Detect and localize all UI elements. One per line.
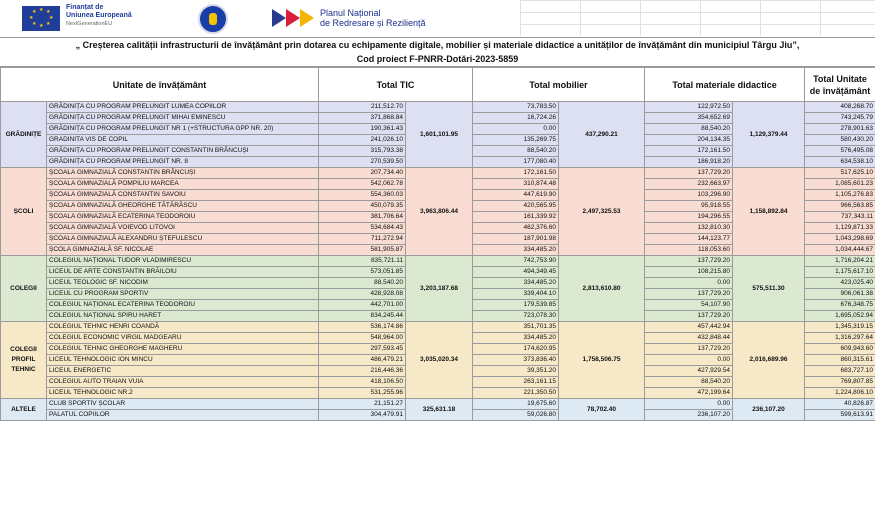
unit-total-cell: 599,613.91 [805,410,875,421]
header-logos [0,0,875,36]
mobilier-cell: 19,675.60 [473,399,559,410]
unit-name-cell: GRĂDINIȚA CU PROGRAM PRELUNGIT LUMEA COPIILOR [47,102,319,113]
unit-total-cell: 1,224,806.10 [805,388,875,399]
materiale-cell: 88,540.20 [645,377,733,388]
table-header-row [1,68,875,102]
unit-total-cell: 40,826.87 [805,399,875,410]
pnrr-line2: de Redresare și Reziliență [320,18,426,28]
mobilier-cell: 723,078.30 [473,311,559,322]
tic-cell: 581,905.87 [319,245,406,256]
mobilier-group-total: 437,290.21 [559,102,645,168]
col-header-mobilier: Total mobilier [473,68,645,102]
mobilier-cell: 0.00 [473,124,559,135]
tic-cell: 835,721.11 [319,256,406,267]
unit-name-cell: COLEGIUL NAȚIONAL SPIRU HARET [47,311,319,322]
mobilier-cell: 494,349.45 [473,267,559,278]
unit-total-cell: 1,345,319.15 [805,322,875,333]
tic-cell: 428,928.08 [319,289,406,300]
unit-name-cell: GRĂDINIȚA CU PROGRAM PRELUNGIT NR. 8 [47,157,319,168]
tic-cell: 450,079.35 [319,201,406,212]
unit-total-cell: 737,343.11 [805,212,875,223]
mobilier-cell: 88,540.20 [473,146,559,157]
tic-cell: 418,106.50 [319,377,406,388]
unit-name-cell: LICEUL CU PROGRAM SPORTIV [47,289,319,300]
tic-cell: 548,964.00 [319,333,406,344]
materiale-cell: 194,296.55 [645,212,733,223]
tic-cell: 573,051.85 [319,267,406,278]
tic-cell: 304,479.91 [319,410,406,421]
unit-name-cell: ȘCOLA GIMNAZIALĂ SF. NICOLAE [47,245,319,256]
unit-name-cell: LICEUL TEHNOLOGIC NR.2 [47,388,319,399]
category-cell: COLEGII PROFIL TEHNIC [1,322,47,399]
unit-name-cell: CLUB SPORTIV ȘCOLAR [47,399,319,410]
mobilier-group-total: 2,497,325.53 [559,168,645,256]
materiale-cell: 432,848.44 [645,333,733,344]
tic-cell: 190,361.43 [319,124,406,135]
mobilier-cell: 339,404.10 [473,289,559,300]
table-row [1,256,875,267]
materiale-cell: 54,107.90 [645,300,733,311]
materiale-cell: 236,107.20 [645,410,733,421]
tic-group-total: 3,035,020.34 [406,322,473,399]
unit-name-cell: COLEGIUL ECONOMIC VIRGIL MADGEARU [47,333,319,344]
mobilier-cell: 135,269.75 [473,135,559,146]
materiale-cell: 457,442.94 [645,322,733,333]
eu-flag-icon: ★ ★ ★ ★ ★ ★ ★ ★ [22,6,60,31]
mobilier-cell: 172,161.50 [473,168,559,179]
project-code: Cod proiect F-PNRR-Dotări-2023-5859 [356,54,519,64]
mobilier-cell: 187,901.98 [473,234,559,245]
project-title [0,37,875,67]
tic-cell: 531,255.96 [319,388,406,399]
unit-total-cell: 1,316,297.64 [805,333,875,344]
unit-total-cell: 906,061.38 [805,289,875,300]
tic-cell: 381,706.64 [319,212,406,223]
unit-total-cell: 676,348.75 [805,300,875,311]
budget-table [0,67,875,421]
materiale-group-total: 1,158,892.84 [733,168,805,256]
table-row [1,322,875,333]
unit-total-cell: 966,563.85 [805,201,875,212]
table-body [1,102,875,421]
unit-name-cell: ȘCOALA GIMNAZIALĂ GHEORGHE TĂTĂRĂSCU [47,201,319,212]
pnrr-logo-icon [272,9,316,27]
materiale-cell: 144,123.77 [645,234,733,245]
tic-cell: 216,446.36 [319,366,406,377]
col-header-tic: Total TIC [319,68,473,102]
unit-total-cell: 1,129,871.33 [805,223,875,234]
unit-total-cell: 683,727.10 [805,366,875,377]
tic-cell: 554,360.03 [319,190,406,201]
mobilier-cell: 462,376.60 [473,223,559,234]
col-header-total: Total Unitate de învățământ [805,68,875,102]
mobilier-cell: 373,836.40 [473,355,559,366]
unit-name-cell: ȘCOALA GIMNAZIALĂ VOIEVOD LITOVOI [47,223,319,234]
mobilier-cell: 16,724.26 [473,113,559,124]
unit-total-cell: 1,716,204.21 [805,256,875,267]
mobilier-cell: 39,351.20 [473,366,559,377]
category-cell: ȘCOLI [1,168,47,256]
mobilier-group-total: 1,758,506.75 [559,322,645,399]
unit-name-cell: GRĂDINIȚA CU PROGRAM PRELUNGIT CONSTANTIN BRÂNCUȘI [47,146,319,157]
mobilier-cell: 742,753.90 [473,256,559,267]
materiale-cell: 172,161.50 [645,146,733,157]
materiale-cell: 427,929.54 [645,366,733,377]
romania-government-seal-icon [198,4,228,34]
unit-total-cell: 1,105,276.83 [805,190,875,201]
mobilier-cell: 177,080.40 [473,157,559,168]
materiale-cell: 472,199.64 [645,388,733,399]
materiale-cell: 137,729.20 [645,344,733,355]
mobilier-cell: 221,350.50 [473,388,559,399]
table-row [1,168,875,179]
pnrr-line1: Planul Național [320,8,381,18]
unit-total-cell: 609,943.60 [805,344,875,355]
unit-total-cell: 743,245.79 [805,113,875,124]
mobilier-group-total: 2,813,610.80 [559,256,645,322]
materiale-group-total: 575,511.30 [733,256,805,322]
unit-total-cell: 1,695,052.94 [805,311,875,322]
unit-total-cell: 769,807.85 [805,377,875,388]
eu-funding-text [66,4,132,28]
unit-name-cell: ȘCOALA GIMNAZIALĂ ALEXANDRU ȘTEFULESCU [47,234,319,245]
tic-cell: 834,245.44 [319,311,406,322]
unit-total-cell: 1,085,601.23 [805,179,875,190]
materiale-group-total: 2,016,689.96 [733,322,805,399]
mobilier-cell: 161,339.92 [473,212,559,223]
materiale-cell: 137,729.20 [645,289,733,300]
materiale-cell: 0.00 [645,355,733,366]
unit-total-cell: 860,315.61 [805,355,875,366]
unit-total-cell: 517,625.10 [805,168,875,179]
unit-name-cell: COLEGIUL TEHNIC HENRI COANDĂ [47,322,319,333]
materiale-cell: 137,729.20 [645,168,733,179]
materiale-group-total: 1,129,379.44 [733,102,805,168]
mobilier-cell: 310,874.48 [473,179,559,190]
materiale-cell: 186,918.20 [645,157,733,168]
tic-cell: 486,479.21 [319,355,406,366]
unit-name-cell: COLEGIUL TEHNIC GHEORGHE MAGHERU [47,344,319,355]
tic-cell: 371,868.84 [319,113,406,124]
materiale-cell: 137,729.20 [645,256,733,267]
unit-total-cell: 1,034,444.67 [805,245,875,256]
unit-name-cell: GRADINITA VIS DE COPIL [47,135,319,146]
project-title-line1: „ Creșterea calității infrastructurii de învățământ prin dotarea cu echipamente digitale, mobilier și materiale didactice a unităților de învățământ din municipiul Târgu Jiu”, [75,40,800,50]
unit-name-cell: ȘCOALA GIMNAZIALĂ ECATERINA TEODOROIU [47,212,319,223]
tic-cell: 442,701.00 [319,300,406,311]
mobilier-cell: 334,485.20 [473,333,559,344]
tic-cell: 711,272.94 [319,234,406,245]
unit-name-cell: GRĂDINIȚA CU PROGRAM PRELUNGIT NR 1 (+STRUCTURA GPP NR. 20) [47,124,319,135]
materiale-cell: 95,918.55 [645,201,733,212]
col-header-unit: Unitate de învățământ [1,68,319,102]
materiale-cell: 0.00 [645,399,733,410]
materiale-cell: 122,972.50 [645,102,733,113]
unit-name-cell: GRĂDINIȚA CU PROGRAM PRELUNGIT MIHAI EMINESCU [47,113,319,124]
materiale-cell: 232,663.97 [645,179,733,190]
table-row [1,399,875,410]
mobilier-cell: 447,619.90 [473,190,559,201]
unit-name-cell: LICEUL TEHNOLOGIC ION MINCU [47,355,319,366]
mobilier-cell: 179,539.85 [473,300,559,311]
tic-group-total: 325,631.18 [406,399,473,421]
mobilier-group-total: 78,702.40 [559,399,645,421]
tic-cell: 88,540.20 [319,278,406,289]
unit-total-cell: 278,901.63 [805,124,875,135]
tic-cell: 536,174.86 [319,322,406,333]
mobilier-cell: 174,620.95 [473,344,559,355]
col-header-materiale: Total materiale didactice [645,68,805,102]
unit-name-cell: COLEGIUL NAȚIONAL TUDOR VLADIMIRESCU [47,256,319,267]
category-cell: ALTELE [1,399,47,421]
mobilier-cell: 334,485.20 [473,278,559,289]
materiale-group-total: 236,107.20 [733,399,805,421]
tic-group-total: 1,601,101.95 [406,102,473,168]
tic-cell: 21,151.27 [319,399,406,410]
unit-name-cell: PALATUL COPIILOR [47,410,319,421]
materiale-cell: 0.00 [645,278,733,289]
materiale-cell: 118,053.60 [645,245,733,256]
unit-name-cell: COLEGIUL NAȚIONAL ECATERINA TEODOROIU [47,300,319,311]
eu-line2: Uniunea Europeană [66,12,132,19]
mobilier-cell: 420,565.95 [473,201,559,212]
tic-cell: 207,734.40 [319,168,406,179]
unit-total-cell: 580,430.20 [805,135,875,146]
materiale-cell: 108,215.80 [645,267,733,278]
tic-cell: 241,026.10 [319,135,406,146]
unit-name-cell: ȘCOALA GIMNAZIALĂ CONSTANTIN BRÂNCUȘI [47,168,319,179]
materiale-cell: 132,810.30 [645,223,733,234]
unit-total-cell: 408,268.70 [805,102,875,113]
category-cell: GRĂDINIȚE [1,102,47,168]
unit-total-cell: 576,495.08 [805,146,875,157]
pnrr-title [320,8,426,28]
unit-name-cell: LICEUL ENERGETIC [47,366,319,377]
mobilier-cell: 59,026.80 [473,410,559,421]
unit-total-cell: 1,175,617.10 [805,267,875,278]
table-row [1,102,875,113]
category-cell: COLEGII [1,256,47,322]
mobilier-cell: 351,701.35 [473,322,559,333]
materiale-cell: 354,652.69 [645,113,733,124]
unit-name-cell: ȘCOALA GIMNAZIALĂ CONSTANTIN SAVOIU [47,190,319,201]
tic-cell: 542,062.78 [319,179,406,190]
spreadsheet-gridlines [520,0,875,36]
materiale-cell: 204,134.35 [645,135,733,146]
tic-cell: 211,512.70 [319,102,406,113]
unit-total-cell: 634,538.10 [805,157,875,168]
tic-cell: 297,593.45 [319,344,406,355]
mobilier-cell: 334,485.20 [473,245,559,256]
mobilier-cell: 263,161.15 [473,377,559,388]
tic-cell: 270,539.50 [319,157,406,168]
eu-line1: Finanțat de [66,4,104,11]
unit-total-cell: 423,025.40 [805,278,875,289]
materiale-cell: 103,296.90 [645,190,733,201]
mobilier-cell: 73,783.50 [473,102,559,113]
tic-cell: 534,684.43 [319,223,406,234]
tic-group-total: 3,203,187.68 [406,256,473,322]
tic-group-total: 3,963,806.44 [406,168,473,256]
materiale-cell: 137,729.20 [645,311,733,322]
unit-total-cell: 1,043,298.69 [805,234,875,245]
materiale-cell: 88,540.20 [645,124,733,135]
unit-name-cell: LICEUL DE ARTE CONSTANTIN BRĂILOIU [47,267,319,278]
unit-name-cell: ȘCOALA GIMNAZIALĂ POMPILIU MARCEA [47,179,319,190]
unit-name-cell: COLEGIUL AUTO TRAIAN VUIA [47,377,319,388]
unit-name-cell: LICEUL TEOLOGIC SF. NICODIM [47,278,319,289]
eu-line3: NextGenerationEU [66,21,113,27]
tic-cell: 315,793.38 [319,146,406,157]
